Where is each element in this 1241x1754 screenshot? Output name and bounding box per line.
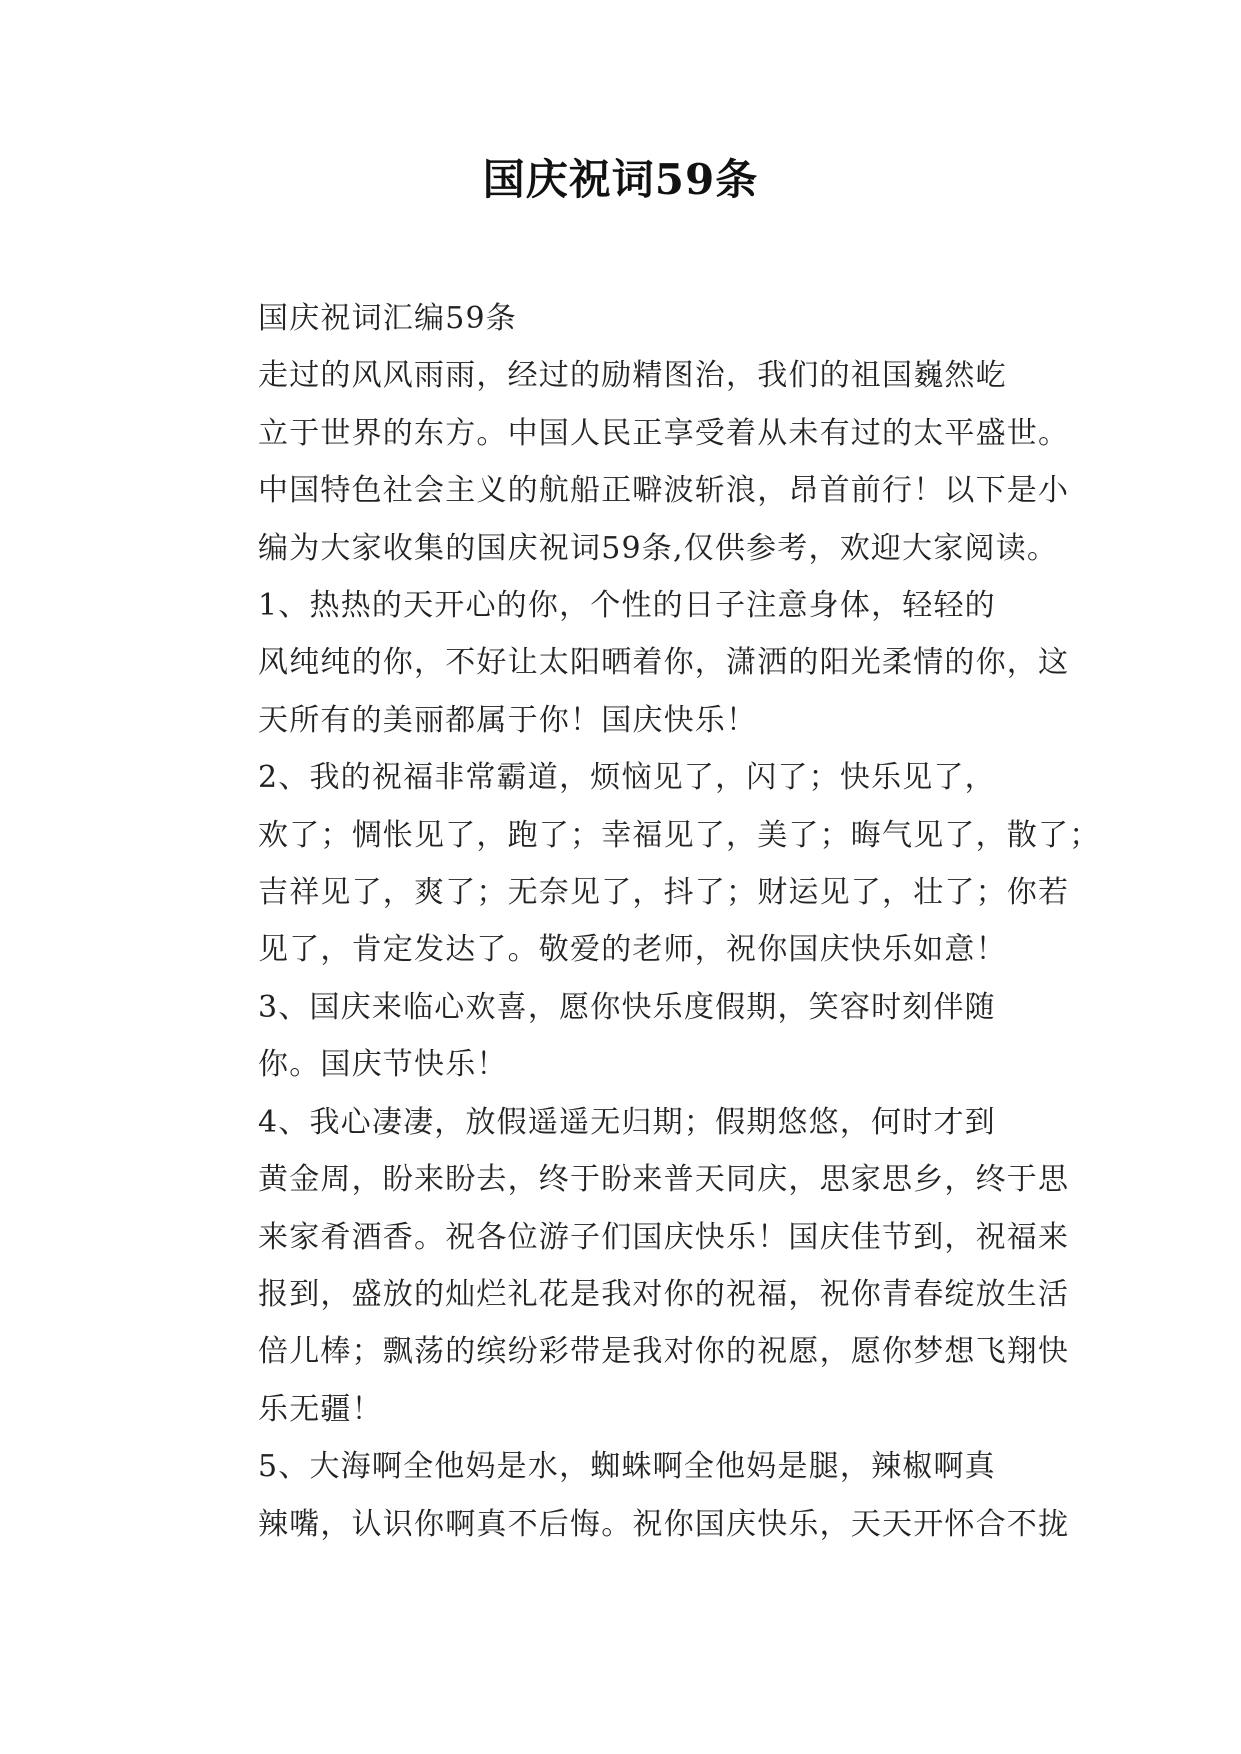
text-line: 1、热热的天开心的你，个性的日子注意身体，轻轻的 bbox=[258, 588, 996, 624]
text-line: 辣嘴，认识你啊真不后悔。祝你国庆快乐，天天开怀合不拢 bbox=[258, 1506, 1070, 1542]
document-body bbox=[190, 290, 1101, 1553]
text-line: 黄金周，盼来盼去，终于盼来普天同庆，思家思乡，终于思 bbox=[258, 1162, 1070, 1198]
text-line: 来家肴酒香。祝各位游子们国庆快乐！国庆佳节到，祝福来 bbox=[258, 1219, 1070, 1255]
text-line: 欢了；惆怅见了，跑了；幸福见了，美了；晦气见了，散了； bbox=[258, 817, 1101, 853]
text-line: 国庆祝词汇编59条 bbox=[258, 301, 517, 336]
paragraph-item-3 bbox=[190, 979, 1052, 1094]
paragraph-item-5 bbox=[190, 1438, 1070, 1553]
text-line: 吉祥见了，爽了；无奈见了，抖了；财运见了，壮了；你若 bbox=[258, 875, 1070, 911]
text-line: 中国特色社会主义的航船正噼波斩浪，昂首前行！以下是小 bbox=[258, 473, 1070, 509]
text-line: 风纯纯的你，不好让太阳晒着你，潇洒的阳光柔情的你，这 bbox=[258, 645, 1070, 681]
text-line: 见了，肯定发达了。敬爱的老师，祝你国庆快乐如意！ bbox=[258, 932, 1007, 968]
text-line: 倍儿棒；飘荡的缤纷彩带是我对你的祝愿，愿你梦想飞翔快 bbox=[258, 1334, 1070, 1370]
paragraph-item-1 bbox=[190, 577, 1070, 749]
paragraph-intro bbox=[190, 347, 1070, 577]
text-line: 4、我心凄凄，放假遥遥无归期；假期悠悠，何时才到 bbox=[258, 1104, 996, 1140]
paragraph-item-2 bbox=[190, 749, 1101, 979]
paragraph-item-4 bbox=[190, 1094, 1070, 1438]
text-line: 立于世界的东方。中国人民正享受着从未有过的太平盛世。 bbox=[258, 415, 1070, 451]
text-line: 走过的风风雨雨，经过的励精图治，我们的祖国巍然屹 bbox=[258, 358, 1007, 394]
text-line: 乐无疆！ bbox=[258, 1391, 383, 1427]
document-title: 国庆祝词59条 bbox=[482, 155, 759, 204]
text-line: 3、国庆来临心欢喜，愿你快乐度假期，笑容时刻伴随 bbox=[258, 989, 996, 1025]
text-line: 编为大家收集的国庆祝词59条,仅供参考，欢迎大家阅读。 bbox=[258, 530, 1059, 566]
text-line: 天所有的美丽都属于你！国庆快乐！ bbox=[258, 702, 758, 738]
text-line: 报到，盛放的灿烂礼花是我对你的祝福，祝你青春绽放生活 bbox=[258, 1276, 1070, 1312]
text-line: 你。国庆节快乐！ bbox=[258, 1047, 508, 1083]
text-line: 5、大海啊全他妈是水，蜘蛛啊全他妈是腿，辣椒啊真 bbox=[258, 1449, 996, 1485]
paragraph-subtitle bbox=[190, 290, 1052, 347]
text-line: 2、我的祝福非常霸道，烦恼见了，闪了；快乐见了， bbox=[258, 760, 996, 796]
